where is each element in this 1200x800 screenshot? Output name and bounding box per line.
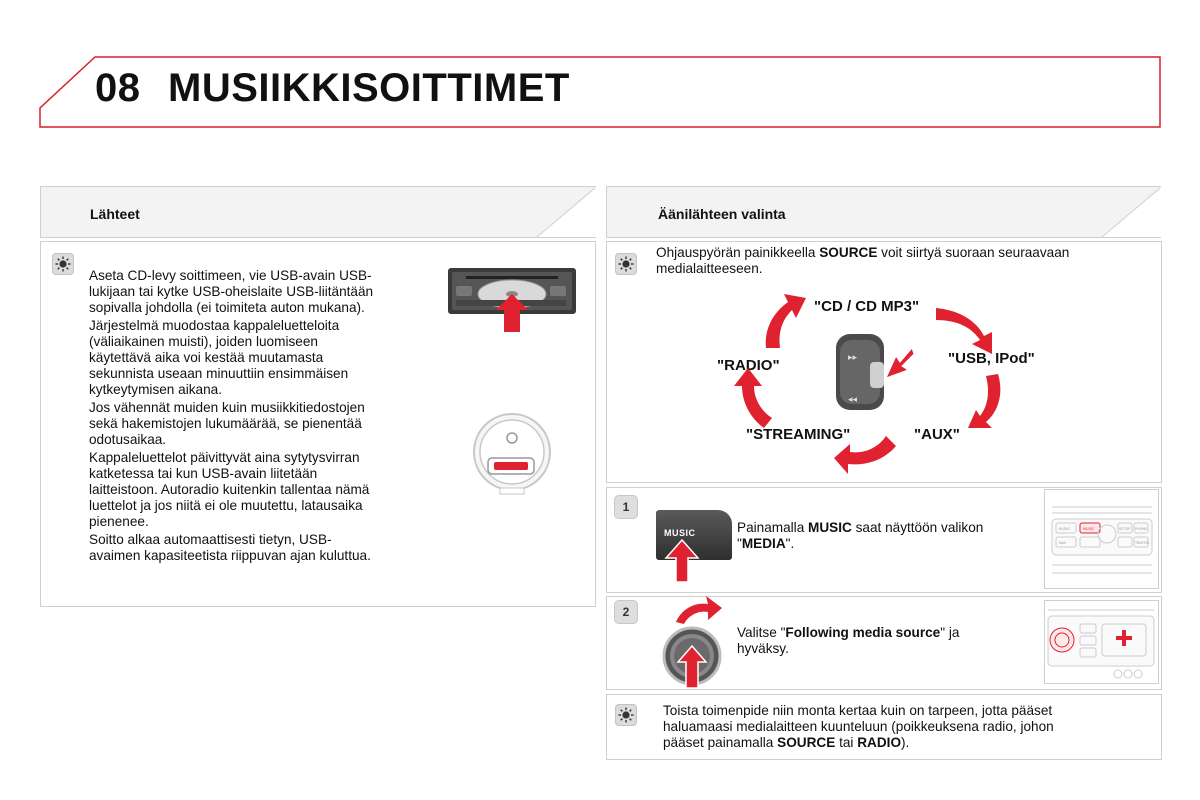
radio-panel-thumbnail-music	[1044, 489, 1159, 589]
press-arrow	[886, 348, 914, 378]
press-up-arrow	[664, 538, 700, 582]
selection-section-title: Äänilähteen valinta	[658, 206, 786, 222]
radio-key-label: RADIO	[1059, 527, 1071, 531]
cycle-arrow-2	[936, 308, 992, 354]
cycle-arrow-5	[734, 368, 772, 428]
chapter-number: 08	[95, 66, 141, 110]
radio-key-label: NAV	[1059, 541, 1067, 545]
step-2-text: Valitse "Following media source" ja hyväksy.	[737, 625, 960, 656]
source-label-streaming: "STREAMING"	[746, 426, 851, 443]
radio-key-label: MUSIC	[1083, 527, 1095, 531]
cycle-arrow-1	[766, 294, 806, 348]
radio-key-label: TRAFFIC	[1135, 541, 1150, 545]
sun-tip-icon	[615, 253, 637, 275]
source-cycle-diagram	[700, 286, 1040, 476]
usb-socket-illustration	[470, 412, 554, 498]
svg-text:◂◂: ◂◂	[848, 395, 858, 405]
sun-tip-icon	[615, 704, 637, 726]
radio-key-label: PHONE	[1135, 527, 1148, 531]
cd-player-illustration	[446, 266, 580, 334]
radio-panel-thumbnail-knob	[1044, 600, 1159, 684]
music-key-label: MUSIC	[664, 528, 696, 538]
header-corner-decoration	[1102, 186, 1162, 238]
sources-paragraph-4: Kappaleluettelot päivittyvät aina sytytysvirran katketessa tai kun USB-avain liitetään laitteistoon. Autoradio kuitenkin tallentaa nämä luettelot ja jos niitä ei ole muutettu, latausaika pienenee.	[89, 450, 370, 529]
source-label-cd: "CD / CD MP3"	[814, 298, 920, 315]
source-label-aux: "AUX"	[914, 426, 960, 443]
svg-text:▸▸: ▸▸	[848, 353, 858, 363]
selection-section-header	[606, 186, 1161, 238]
sources-paragraph-5: Soitto alkaa automaattisesti tietyn, USB- avaimen kapasiteetista riippuvan ajan kuluttua.	[89, 532, 371, 563]
step-1-text: Painamalla MUSIC saat näyttöön valikon "MEDIA".	[737, 520, 984, 551]
sources-paragraph-1: Aseta CD-levy soittimeen, vie USB-avain USB- lukijaan tai kytke USB-oheislaite USB-liitäntään sopivalla johdolla (ei toimiteta auton mukana).	[89, 268, 374, 315]
step-2-number: 2	[614, 600, 638, 624]
chapter-title: MUSIIKKISOITTIMET	[168, 66, 570, 110]
cycle-arrow-3	[968, 374, 1000, 428]
sources-section-header	[40, 186, 596, 238]
source-label-radio: "RADIO"	[717, 357, 780, 374]
step-1-number: 1	[614, 495, 638, 519]
sun-tip-icon	[52, 253, 74, 275]
sources-body-text	[89, 268, 439, 566]
rotate-arrow	[676, 596, 722, 624]
source-label-usb: "USB, IPod"	[948, 350, 1035, 367]
sources-paragraph-3: Jos vähennät muiden kuin musiikkitiedostojen sekä hakemistojen lukumäärää, se pienentää odotusaikaa.	[89, 400, 365, 447]
header-corner-decoration	[537, 186, 597, 238]
sources-section-title: Lähteet	[90, 206, 140, 222]
cycle-arrow-4	[834, 436, 896, 474]
sources-paragraph-2: Järjestelmä muodostaa kappaleluetteloita (väliaikainen muisti), joiden luomiseen käytettävä aika voi kestää muutamasta sekunnista useaan minuuttiin ensimmäisen kytkeytymisen aikana.	[89, 318, 349, 397]
final-tip-text: Toista toimenpide niin monta kertaa kuin on tarpeen, jotta pääset haluamaasi medialaitteen kuunteluun (poikkeuksena radio, johon pääset painamalla SOURCE tai RADIO).	[663, 703, 1054, 750]
radio-key-label: SETUP	[1119, 527, 1131, 531]
selection-intro-text: Ohjauspyörän painikkeella SOURCE voit siirtyä suoraan seuraavaan medialaitteeseen.	[656, 245, 1070, 276]
rotary-knob-illustration	[656, 596, 726, 688]
